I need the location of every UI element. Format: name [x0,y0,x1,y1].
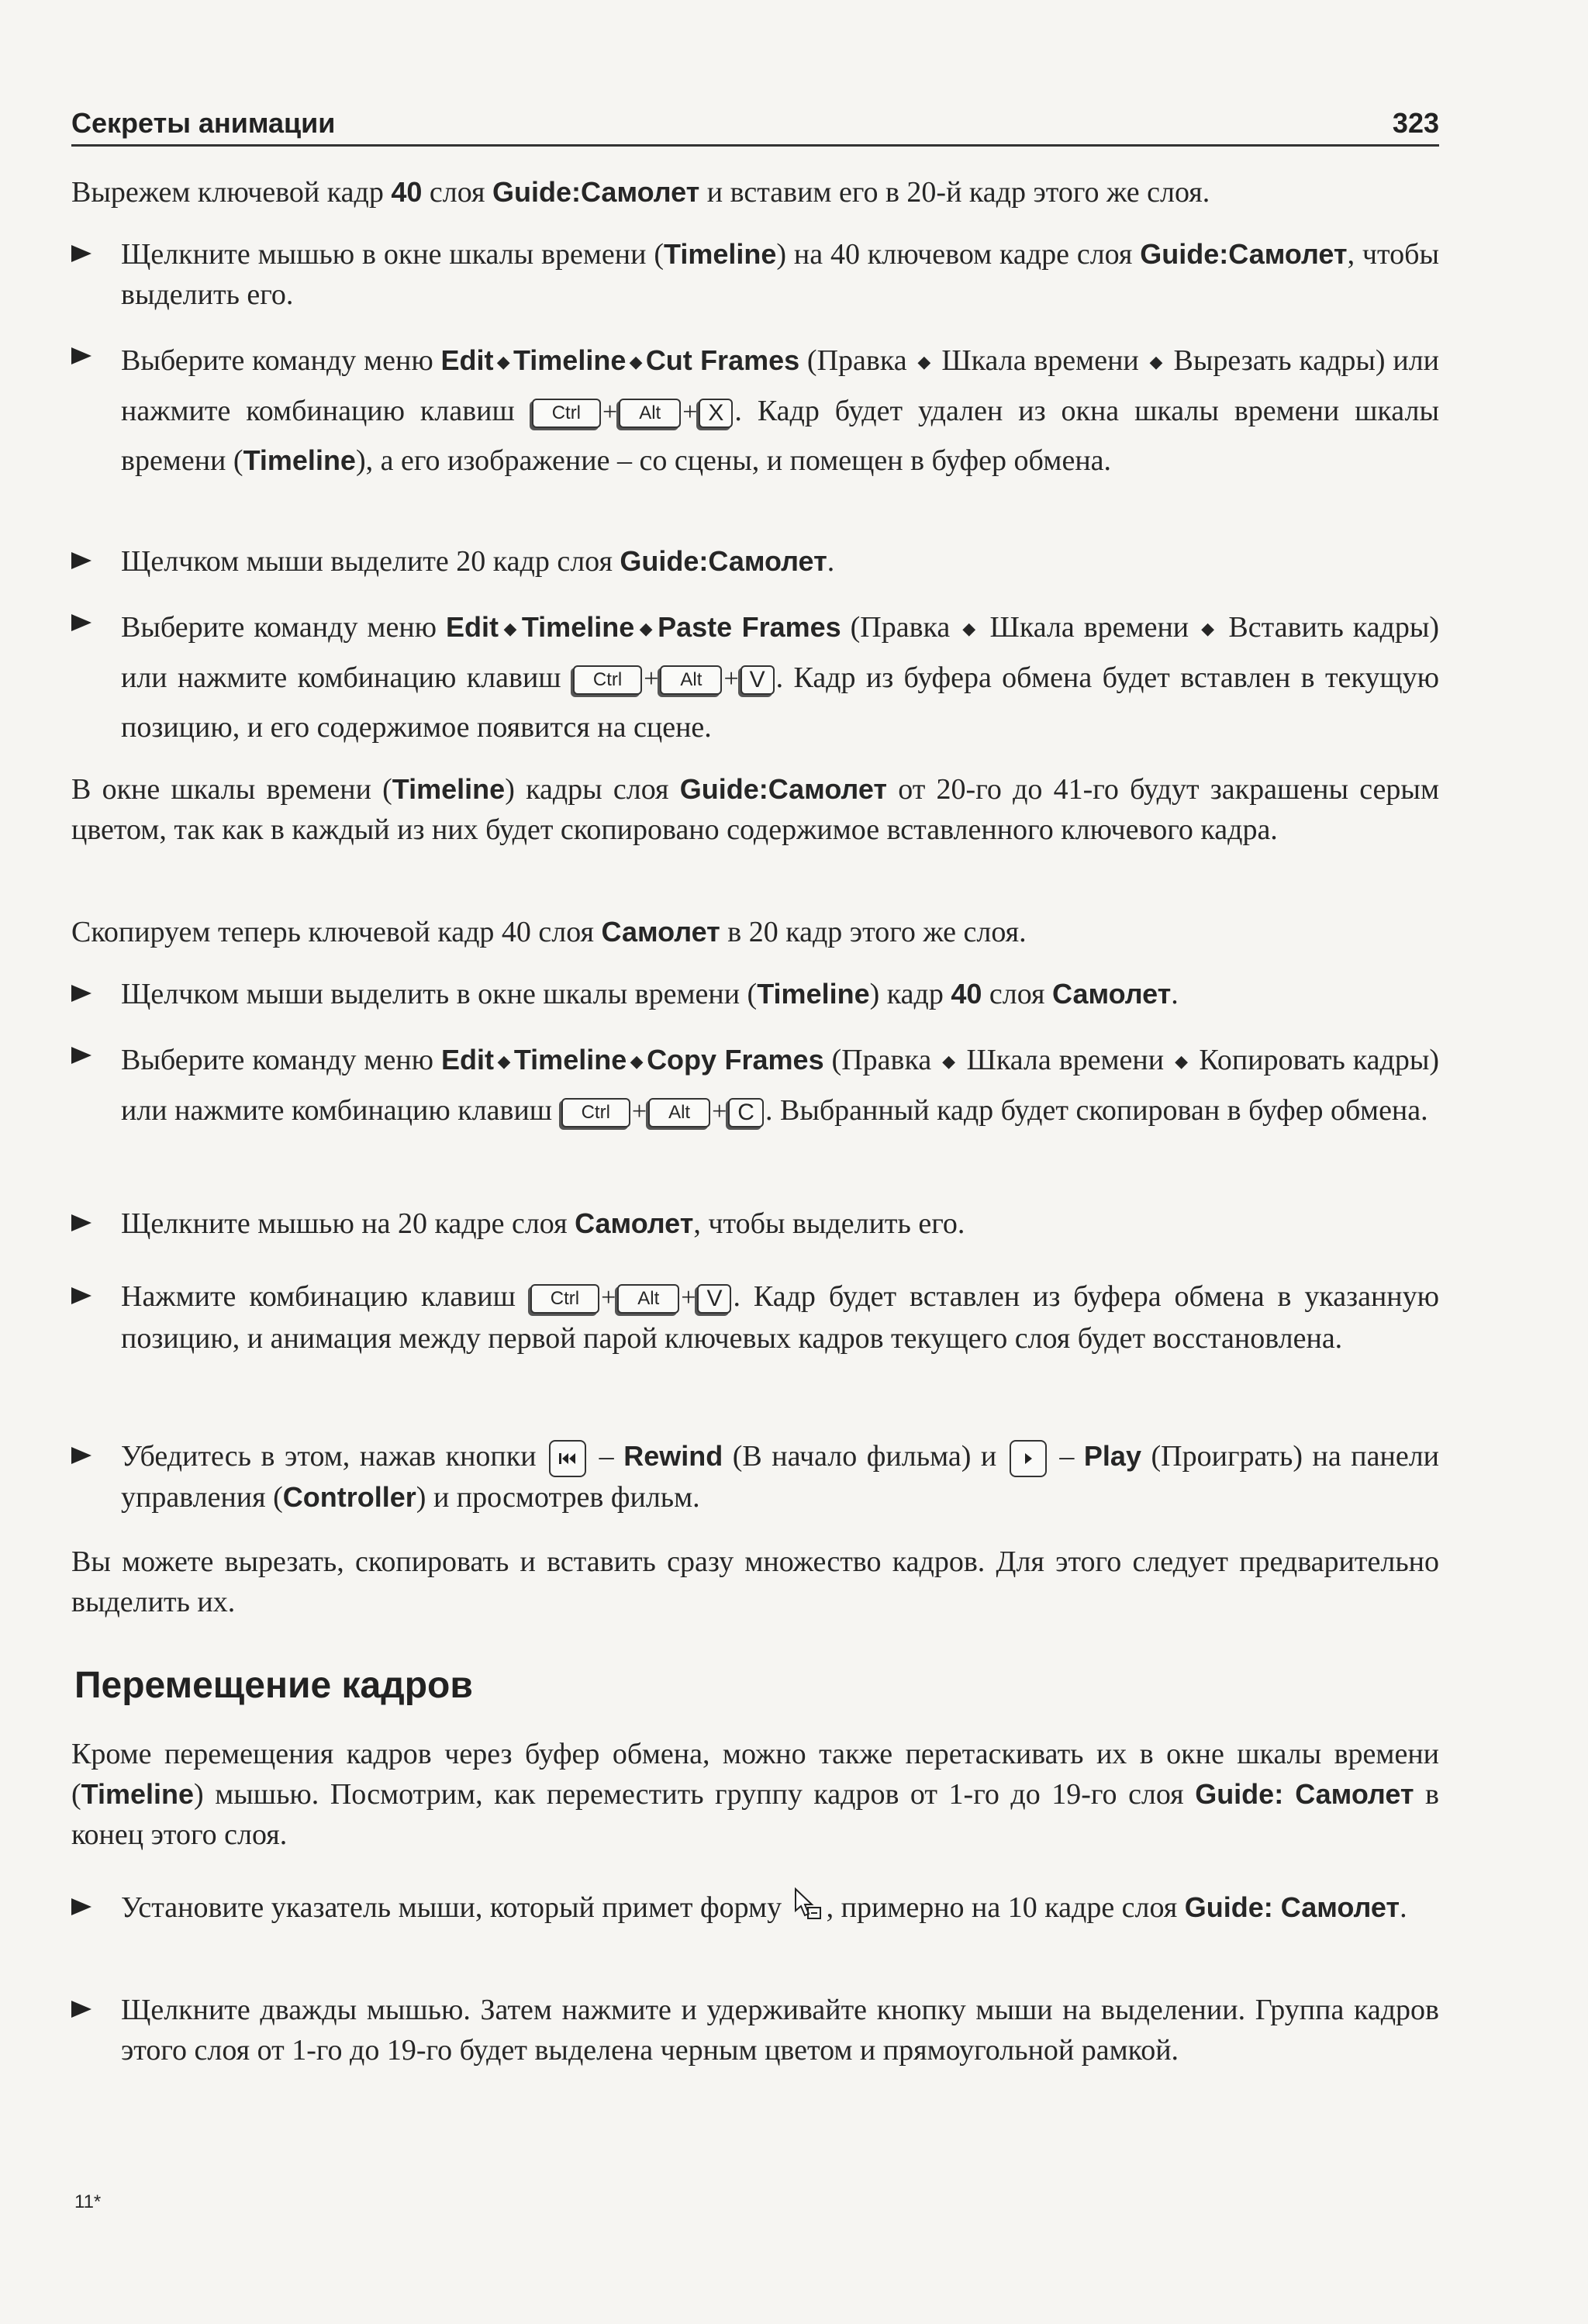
diamond-icon: ◆ [1201,620,1217,639]
signature-mark: 11* [74,2191,102,2212]
bullet-arrow-icon [71,985,91,1002]
diamond-icon: ◆ [637,620,655,639]
bullet-arrow-icon [71,347,91,364]
key-x: X [699,399,733,428]
key-alt: Alt [617,1284,679,1314]
diamond-icon: ◆ [496,353,510,372]
rewind-icon [549,1440,586,1477]
bullet-select-frame-40: Щелчком мыши выделить в окне шкалы времени (Timeline) кадр 40 слоя Самолет. [71,974,1439,1014]
key-ctrl: Ctrl [561,1098,630,1127]
diamond-icon: ◆ [502,620,519,639]
bullet-select-frame-20: Щелчком мыши выделите 20 кадр слоя Guide:Самолет. [71,541,1439,582]
diamond-icon: ◆ [1149,353,1163,372]
diamond-icon: ◆ [630,1052,644,1072]
key-ctrl: Ctrl [530,1284,599,1314]
bullet-select-keyframe: Щелкните мышью в окне шкалы времени (Timeline) на 40 ключевом кадре слоя Guide:Самолет, чтобы выделить его. [71,234,1439,315]
paragraph-2: В окне шкалы времени (Timeline) кадры слоя Guide:Самолет от 20-го до 41-го будут закрашены серым цветом, так как в каждый из них будет скопировано содержимое вставленного ключевого кадра. [71,773,1439,846]
key-v: V [697,1284,731,1314]
key-ctrl: Ctrl [573,665,642,695]
bullet-double-click: Щелкните дважды мышью. Затем нажмите и удерживайте кнопку мыши на выделении. Группа кадров этого слоя от 1-го до 19-го будет выделена черным цветом и прямоугольной рамкой. [71,1990,1439,2070]
paragraph-4: Вы можете вырезать, скопировать и вставить сразу множество кадров. Для этого следует предварительно выделить их. [71,1545,1439,1618]
bullet-arrow-icon [71,552,91,569]
bullet-arrow-icon [71,1898,91,1915]
key-alt: Alt [619,399,681,428]
diamond-icon: ◆ [1175,1052,1189,1072]
bullet-arrow-icon [71,1287,91,1304]
bullet-copy-frames: Выберите команду меню Edit ◆ Timeline ◆ Copy Frames (Правка ◆ Шкала времени ◆ Копировать кадры) или нажмите комбинацию клавиш Ctrl + Alt + C . Выбранный кадр будет скопирован в буфер обмена. [71,1036,1439,1136]
running-header [71,105,1439,147]
diamond-icon: ◆ [942,1052,956,1072]
diamond-icon: ◆ [962,620,978,639]
key-alt: Alt [660,665,722,695]
bullet-arrow-icon [71,614,91,631]
diamond-icon: ◆ [497,1052,511,1072]
section-heading: Перемещение кадров [74,1665,473,1706]
bullet-arrow-icon [71,1047,91,1064]
bullet-paste-frames: Выберите команду меню Edit ◆ Timeline ◆ Paste Frames (Правка ◆ Шкала времени ◆ Вставить кадры) или нажмите комбинацию клавиш Ctrl + Alt + V . Кадр из буфера обмена будет вставлен в текущую позицию, и его содержимое появится на сцене. [71,603,1439,751]
key-c: C [728,1098,764,1127]
paragraph-5: Кроме перемещения кадров через буфер обмена, можно также перетаскивать их в окне шкалы времени (Timeline) мышью. Посмотрим, как переместить группу кадров от 1-го до 19-го слоя Guide: Самолет в конец этого слоя. [71,1738,1439,1851]
move-frames-cursor-icon [792,1887,823,1932]
bullet-arrow-icon [71,2001,91,2018]
key-alt: Alt [648,1098,710,1127]
bullet-paste-keys: Нажмите комбинацию клавиш Ctrl + Alt + V . Кадр будет вставлен из буфера обмена в указанную позицию, и анимация между первой парой ключевых кадров текущего слоя будет восстановлена. [71,1276,1439,1359]
page-number: 323 [1392,107,1439,139]
paragraph-1: Вырежем ключевой кадр 40 слоя Guide:Самолет и вставим его в 20-й кадр этого же слоя. [71,176,1210,209]
bullet-cut-frames: Выберите команду меню Edit ◆ Timeline ◆ Cut Frames (Правка ◆ Шкала времени ◆ Вырезать кадры) или нажмите комбинацию клавиш Ctrl + Alt + X . Кадр будет удален из окна шкалы времени шкалы времени (Timeline), а его изображение – со сцены, и помещен в буфер обмена. [71,337,1439,485]
diamond-icon: ◆ [629,353,643,372]
play-icon [1010,1440,1047,1477]
bullet-click-frame-20: Щелкните мышью на 20 кадре слоя Самолет, чтобы выделить его. [71,1203,1439,1244]
diamond-icon: ◆ [917,353,931,372]
bullet-arrow-icon [71,1447,91,1464]
running-header-title: Секреты анимации [71,107,336,139]
bullet-arrow-icon [71,245,91,262]
bullet-arrow-icon [71,1214,91,1231]
paragraph-3: Скопируем теперь ключевой кадр 40 слоя Самолет в 20 кадр этого же слоя. [71,916,1027,948]
key-ctrl: Ctrl [532,399,601,428]
bullet-rewind-play: Убедитесь в этом, нажав кнопки – Rewind (В начало фильма) и – Play (Проиграть) на панели управления (Controller) и просмотрев фильм. [71,1436,1439,1518]
key-v: V [740,665,775,695]
bullet-set-cursor: Установите указатель мыши, который примет форму , примерно на 10 кадре слоя Guide: Самолет. [71,1887,1439,1932]
